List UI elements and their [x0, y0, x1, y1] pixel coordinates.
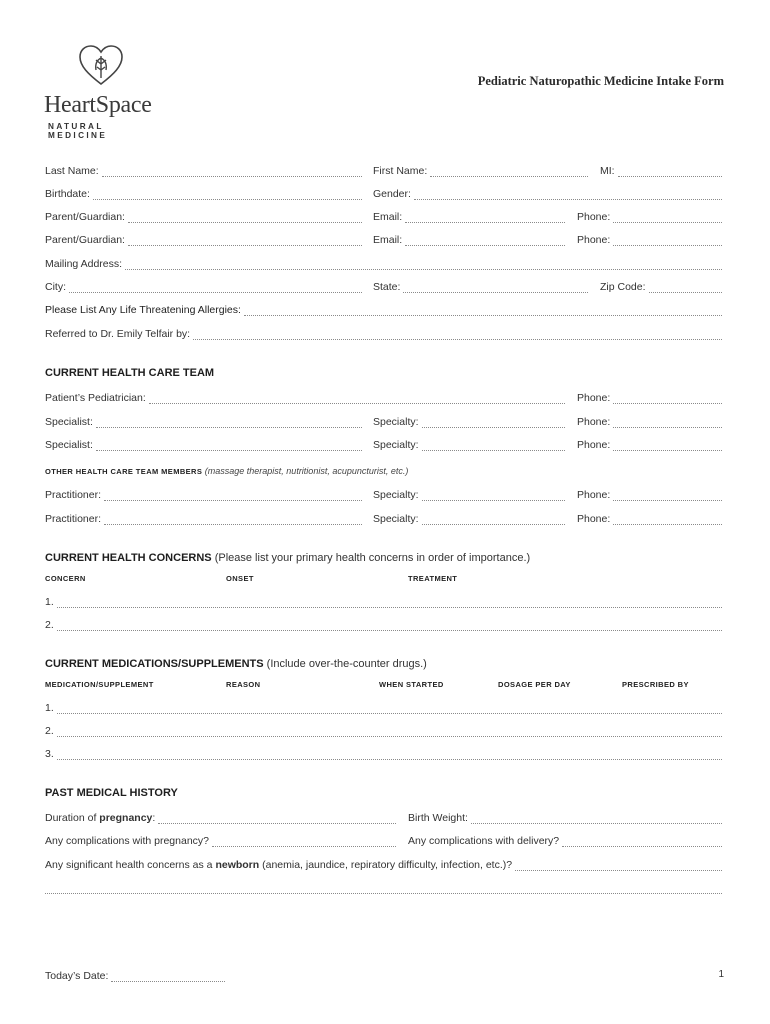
other-team-note: (massage therapist, nutritionist, acupuncturist, etc.)	[204, 466, 409, 476]
other-team-label: OTHER HEALTH CARE TEAM MEMBERS	[45, 467, 203, 476]
specialty-field[interactable]	[373, 437, 565, 451]
practitioner-label: Practitioner:	[45, 513, 102, 525]
practitioner-field[interactable]	[45, 487, 362, 501]
pediatrician-field[interactable]	[45, 390, 565, 404]
specialty-label: Specialty:	[373, 489, 419, 501]
birth-row	[45, 186, 722, 200]
last-name-field[interactable]	[45, 163, 362, 177]
medication-number: 3.	[45, 748, 54, 760]
state-label: State:	[373, 281, 401, 293]
specialist-field[interactable]	[45, 437, 362, 451]
email-field[interactable]	[373, 232, 565, 246]
medications-title: CURRENT MEDICATIONS/SUPPLEMENTS	[45, 658, 264, 670]
other-team-heading	[45, 466, 408, 476]
gender-field[interactable]	[373, 186, 722, 200]
delivery-complications-label: Any complications with delivery?	[408, 835, 560, 847]
email-field[interactable]	[373, 209, 565, 223]
newborn-pre: Any significant health concerns as a	[45, 859, 213, 871]
newborn-concerns-label	[45, 859, 512, 871]
complications-row	[45, 833, 722, 847]
todays-date-label: Today’s Date:	[45, 970, 109, 982]
col-when-started: WHEN STARTED	[379, 680, 444, 689]
history-heading: PAST MEDICAL HISTORY	[45, 787, 178, 799]
zip-field[interactable]	[600, 279, 722, 293]
mailing-address-label: Mailing Address:	[45, 258, 123, 270]
page-number: 1	[718, 969, 724, 980]
col-medication: MEDICATION/SUPPLEMENT	[45, 680, 154, 689]
phone-label: Phone:	[577, 211, 611, 223]
parent-guardian-field[interactable]	[45, 232, 362, 246]
concerns-note: (Please list your primary health concerns in order of importance.)	[214, 552, 531, 564]
heartspace-logo	[44, 44, 158, 140]
practitioner-field[interactable]	[45, 511, 362, 525]
newborn-bold: newborn	[215, 859, 260, 871]
specialty-field[interactable]	[373, 511, 565, 525]
practitioner-row-2	[45, 511, 722, 525]
allergies-label: Please List Any Life Threatening Allergies:	[45, 304, 241, 316]
medication-row-2	[45, 723, 722, 737]
phone-field[interactable]	[577, 414, 722, 428]
phone-label: Phone:	[577, 416, 611, 428]
delivery-complications-field[interactable]	[408, 833, 722, 847]
concerns-heading	[45, 552, 530, 564]
todays-date-field[interactable]	[45, 968, 225, 982]
phone-field[interactable]	[577, 390, 722, 404]
phone-field[interactable]	[577, 209, 722, 223]
practitioner-label: Practitioner:	[45, 489, 102, 501]
specialty-field[interactable]	[373, 414, 565, 428]
concern-line[interactable]	[45, 617, 722, 631]
newborn-extra-row	[45, 880, 722, 894]
form-title: Pediatric Naturopathic Medicine Intake Form	[477, 74, 724, 88]
first-name-label: First Name:	[373, 165, 428, 177]
medication-line[interactable]	[45, 723, 722, 737]
care-team-heading: CURRENT HEALTH CARE TEAM	[45, 367, 215, 379]
specialist-field[interactable]	[45, 414, 362, 428]
specialist-row-2	[45, 437, 722, 451]
parent-guardian-label: Parent/Guardian:	[45, 234, 125, 246]
phone-label: Phone:	[577, 513, 611, 525]
concerns-title: CURRENT HEALTH CONCERNS	[45, 552, 212, 564]
mailing-address-field[interactable]	[45, 256, 722, 270]
medication-row-3	[45, 746, 722, 760]
specialty-label: Specialty:	[373, 513, 419, 525]
pregnancy-complications-label: Any complications with pregnancy?	[45, 835, 210, 847]
specialist-row-1	[45, 414, 722, 428]
allergies-field[interactable]	[45, 302, 722, 316]
email-label: Email:	[373, 234, 403, 246]
city-field[interactable]	[45, 279, 362, 293]
medications-note: (Include over-the-counter drugs.)	[266, 658, 427, 670]
name-row	[45, 163, 722, 177]
col-concern: CONCERN	[45, 574, 86, 583]
referred-field[interactable]	[45, 326, 722, 340]
pregnancy-duration-label	[45, 812, 155, 824]
duration-bold: pregnancy	[99, 812, 153, 824]
concern-number: 1.	[45, 596, 54, 608]
address-row	[45, 256, 722, 270]
phone-label: Phone:	[577, 234, 611, 246]
guardian-row-2	[45, 232, 722, 246]
birthdate-label: Birthdate:	[45, 188, 90, 200]
pediatrician-row	[45, 390, 722, 404]
mi-label: MI:	[600, 165, 615, 177]
col-reason: REASON	[226, 680, 261, 689]
birth-weight-field[interactable]	[408, 810, 722, 824]
mi-field[interactable]	[600, 163, 722, 177]
medication-number: 2.	[45, 725, 54, 737]
col-dosage: DOSAGE PER DAY	[498, 680, 571, 689]
referred-label: Referred to Dr. Emily Telfair by:	[45, 328, 191, 340]
specialist-label: Specialist:	[45, 439, 93, 451]
concern-row-1	[45, 594, 722, 608]
practitioner-row-1	[45, 487, 722, 501]
pregnancy-duration-field[interactable]	[45, 810, 396, 824]
concern-line[interactable]	[45, 594, 722, 608]
newborn-row	[45, 857, 722, 871]
newborn-post: (anemia, jaundice, repiratory difficulty, infection, etc.)?	[262, 859, 513, 871]
newborn-extra-line[interactable]	[45, 880, 722, 894]
specialty-field[interactable]	[373, 487, 565, 501]
heart-tree-icon	[78, 44, 124, 88]
allergies-row	[45, 302, 722, 316]
medication-line[interactable]	[45, 746, 722, 760]
city-row	[45, 279, 722, 293]
phone-field[interactable]	[577, 232, 722, 246]
parent-guardian-field[interactable]	[45, 209, 362, 223]
first-name-field[interactable]	[373, 163, 588, 177]
col-treatment: TREATMENT	[408, 574, 458, 583]
pediatrician-label: Patient’s Pediatrician:	[45, 392, 146, 404]
brand-name: HeartSpace	[44, 92, 152, 118]
specialty-label: Specialty:	[373, 439, 419, 451]
parent-guardian-label: Parent/Guardian:	[45, 211, 125, 223]
zip-label: Zip Code:	[600, 281, 646, 293]
duration-pre: Duration of	[45, 812, 97, 824]
specialty-label: Specialty:	[373, 416, 419, 428]
medication-row-1	[45, 700, 722, 714]
duration-post: :	[152, 812, 156, 824]
pregnancy-complications-field[interactable]	[45, 833, 396, 847]
date-row	[45, 968, 225, 982]
phone-field[interactable]	[577, 511, 722, 525]
referred-row	[45, 326, 722, 340]
state-field[interactable]	[373, 279, 588, 293]
birthdate-field[interactable]	[45, 186, 362, 200]
phone-label: Phone:	[577, 489, 611, 501]
birth-weight-label: Birth Weight:	[408, 812, 468, 824]
pregnancy-row	[45, 810, 722, 824]
email-label: Email:	[373, 211, 403, 223]
phone-field[interactable]	[577, 487, 722, 501]
newborn-concerns-field[interactable]	[45, 857, 722, 871]
phone-label: Phone:	[577, 392, 611, 404]
guardian-row-1	[45, 209, 722, 223]
city-label: City:	[45, 281, 66, 293]
gender-label: Gender:	[373, 188, 411, 200]
col-prescribed-by: PRESCRIBED BY	[622, 680, 689, 689]
last-name-label: Last Name:	[45, 165, 99, 177]
phone-label: Phone:	[577, 439, 611, 451]
concern-row-2	[45, 617, 722, 631]
col-onset: ONSET	[226, 574, 254, 583]
medications-heading	[45, 658, 427, 670]
concern-number: 2.	[45, 619, 54, 631]
phone-field[interactable]	[577, 437, 722, 451]
medication-number: 1.	[45, 702, 54, 714]
brand-subtitle: NATURAL MEDICINE	[48, 122, 108, 140]
medication-line[interactable]	[45, 700, 722, 714]
specialist-label: Specialist:	[45, 416, 93, 428]
